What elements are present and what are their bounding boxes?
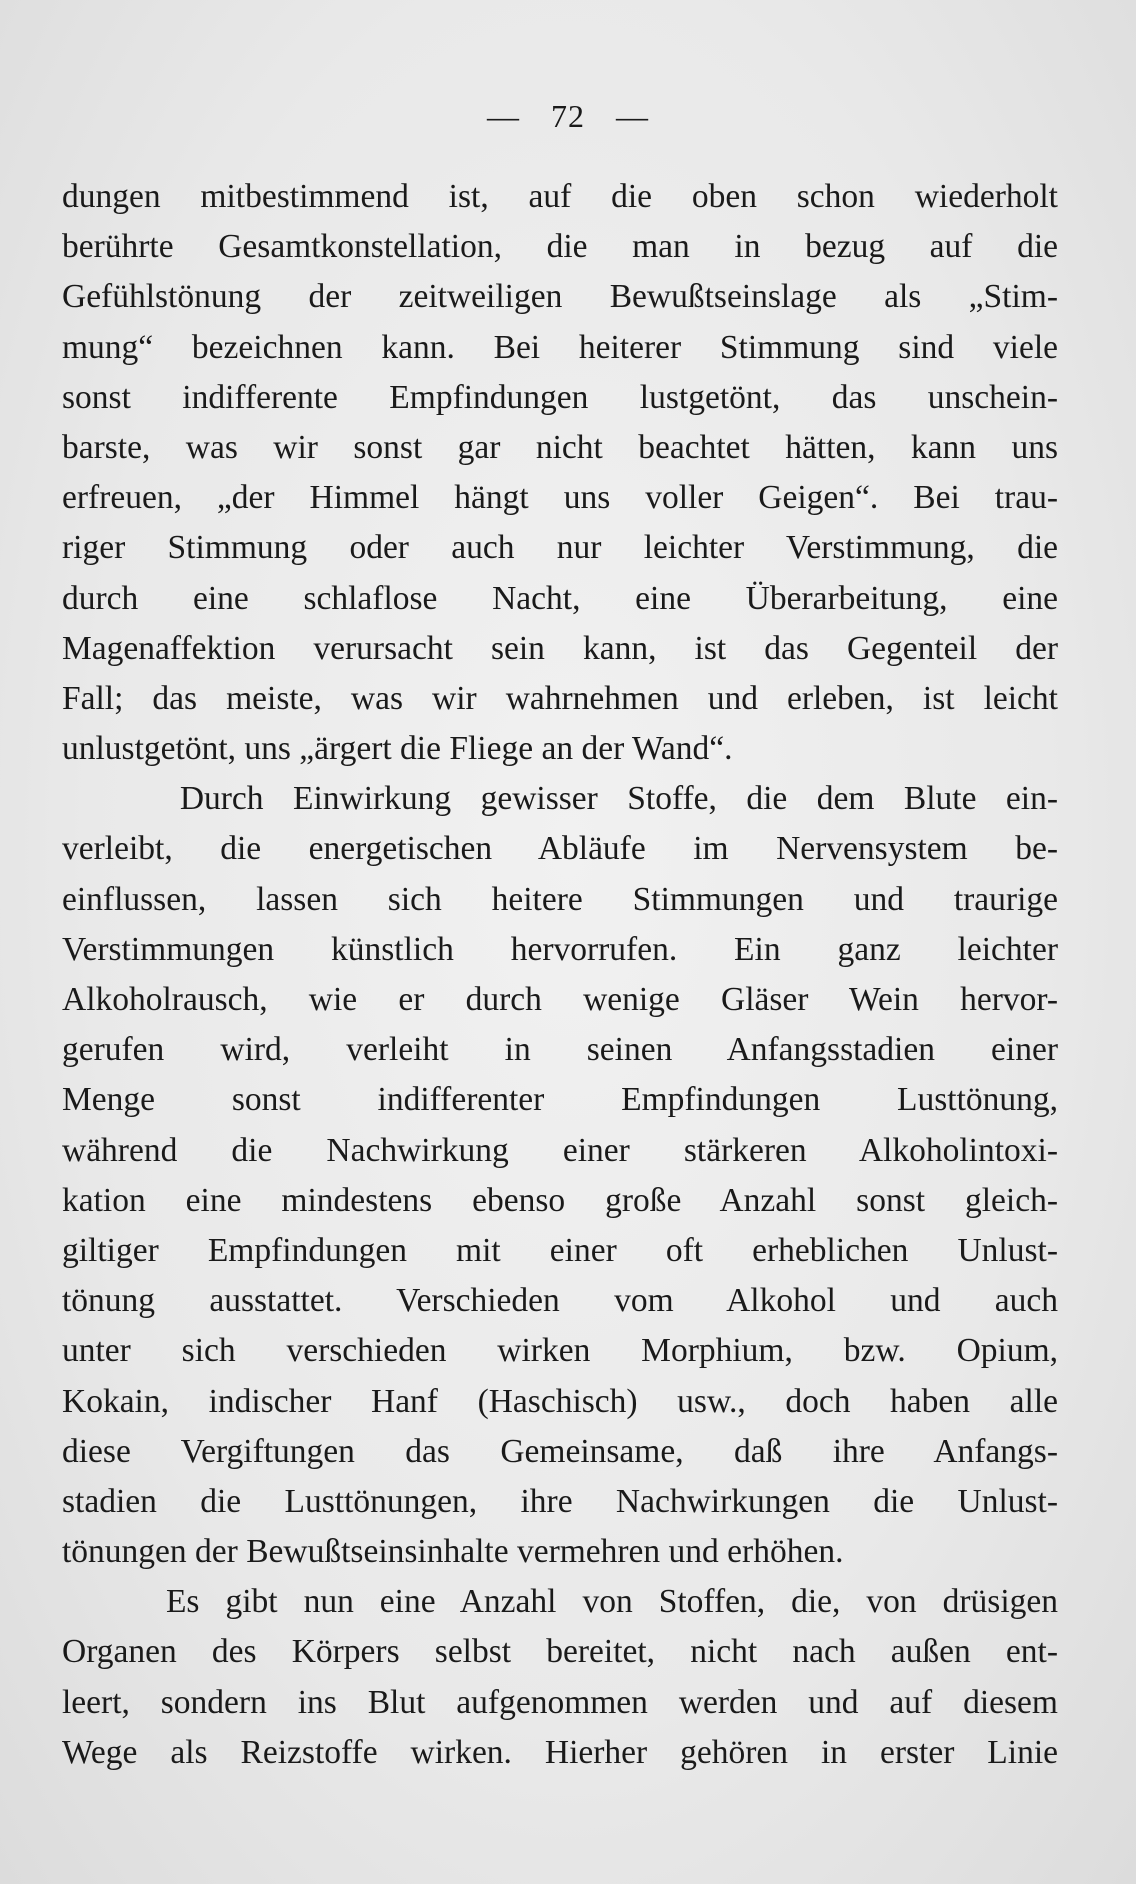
text-line: einflussen, lassen sich heitere Stimmungen und traurige [62, 880, 1058, 918]
page-header [0, 98, 1136, 135]
text-line: gerufen wird, verleiht in seinen Anfangsstadien einer [62, 1031, 1058, 1069]
text-line: Menge sonst indifferenter Empfindungen Lusttönung, [62, 1081, 1058, 1119]
page-number: 72 [551, 98, 585, 134]
text-line: berührte Gesamtkonstellation, die man in bezug auf die [62, 228, 1058, 266]
text-line: Verstimmungen künstlich hervorrufen. Ein ganz leichter [62, 930, 1058, 968]
text-line: erfreuen, „der Himmel hängt uns voller Geigen“. Bei trau- [62, 479, 1058, 517]
text-line: tönung ausstattet. Verschieden vom Alkohol und auch [62, 1282, 1058, 1320]
text-line: tönungen der Bewußtseinsinhalte vermehren und erhöhen. [62, 1533, 844, 1571]
header-dash-left: — [487, 98, 520, 134]
text-line: Alkoholrausch, wie er durch wenige Gläser Wein hervor- [62, 981, 1058, 1018]
text-line: unlustgetönt, uns „ärgert die Fliege an der Wand“. [62, 730, 733, 768]
text-line: kation eine mindestens ebenso große Anzahl sonst gleich- [62, 1181, 1058, 1219]
text-line: Durch Einwirkung gewisser Stoffe, die dem Blute ein- [62, 780, 1058, 818]
text-line: durch eine schlaflose Nacht, eine Überarbeitung, eine [62, 579, 1058, 617]
header-dash-right: — [616, 98, 649, 134]
text-line: dungen mitbestimmend ist, auf die oben schon wiederholt [62, 178, 1058, 215]
text-line: Wege als Reizstoffe wirken. Hierher gehören in erster Linie [62, 1733, 1058, 1771]
body-text [62, 172, 1058, 1778]
text-line: Es gibt nun eine Anzahl von Stoffen, die, von drüsigen [62, 1583, 1058, 1621]
text-line: Magenaffektion verursacht sein kann, ist das Gegenteil der [62, 629, 1058, 667]
text-line: Fall; das meiste, was wir wahrnehmen und erleben, ist leicht [62, 679, 1058, 717]
text-line: während die Nachwirkung einer stärkeren Alkoholintoxi- [62, 1131, 1058, 1169]
text-line: stadien die Lusttönungen, ihre Nachwirkungen die Unlust- [62, 1482, 1058, 1520]
text-line: diese Vergiftungen das Gemeinsame, daß ihre Anfangs- [62, 1432, 1058, 1470]
text-line: verleibt, die energetischen Abläufe im Nervensystem be- [62, 830, 1058, 868]
text-line: Gefühlstönung der zeitweiligen Bewußtseinslage als „Stim- [62, 278, 1058, 316]
text-line: riger Stimmung oder auch nur leichter Verstimmung, die [62, 529, 1058, 567]
text-line: giltiger Empfindungen mit einer oft erheblichen Unlust- [62, 1231, 1058, 1269]
text-line: Kokain, indischer Hanf (Haschisch) usw., doch haben alle [62, 1382, 1058, 1420]
text-line: leert, sondern ins Blut aufgenommen werden und auf diesem [62, 1683, 1058, 1721]
text-line: Organen des Körpers selbst bereitet, nicht nach außen ent- [62, 1633, 1058, 1671]
text-line: sonst indifferente Empfindungen lustgetönt, das unschein- [62, 378, 1058, 416]
text-line: barste, was wir sonst gar nicht beachtet hätten, kann uns [62, 428, 1058, 466]
text-line: unter sich verschieden wirken Morphium, bzw. Opium, [62, 1332, 1058, 1370]
text-line: mung“ bezeichnen kann. Bei heiterer Stimmung sind viele [62, 328, 1058, 366]
